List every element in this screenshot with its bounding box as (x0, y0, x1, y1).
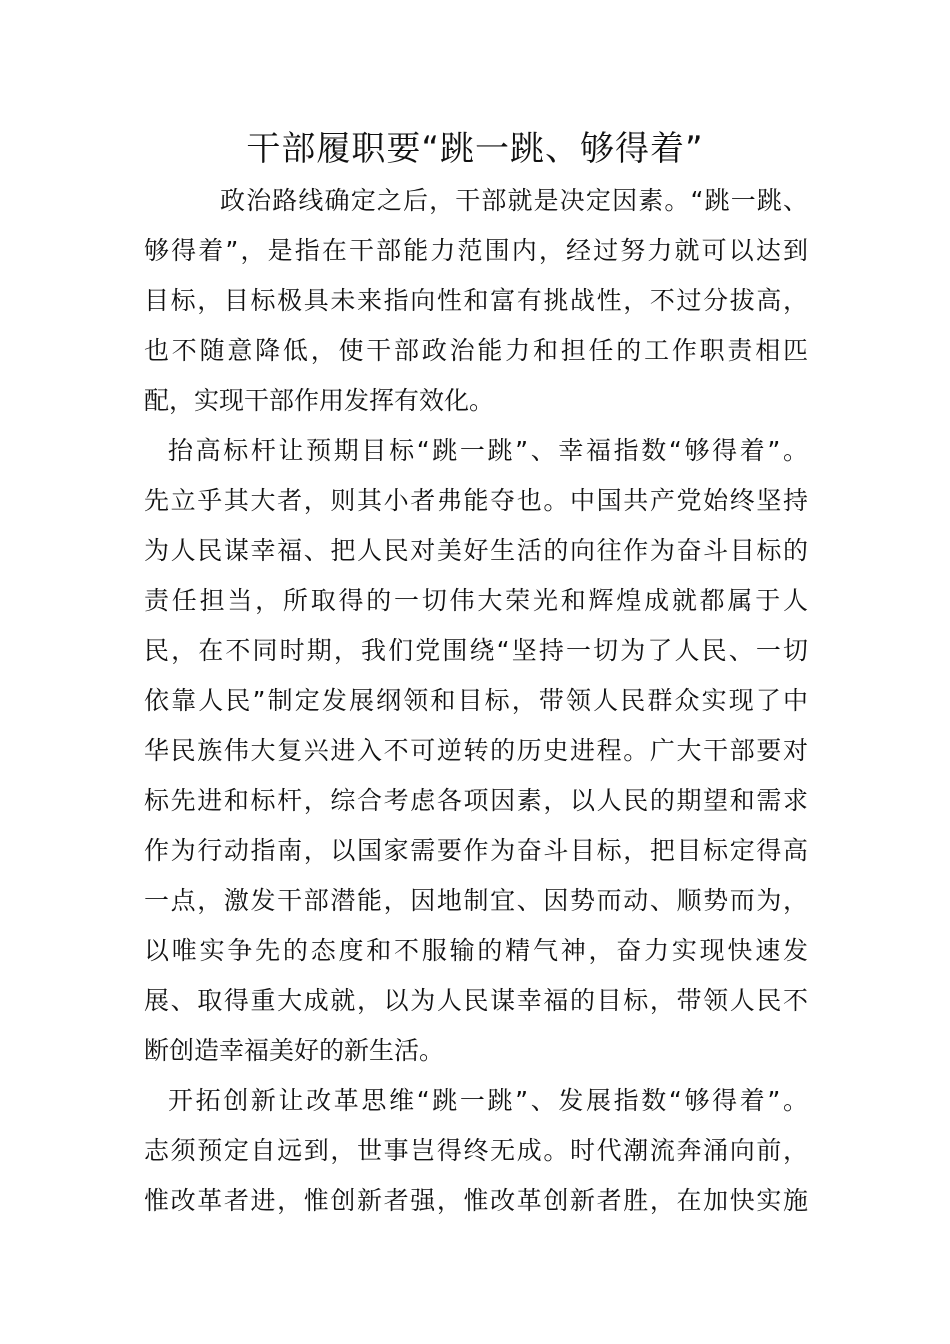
paragraph-2-line-11: 以唯实争先的态度和不服输的精气神，奋力实现快速发 (144, 936, 808, 965)
paragraph-2-line-7: 华民族伟大复兴进入不可逆转的历史进程。广大干部要对 (144, 736, 808, 765)
paragraph-2-line-6: 依靠人民”制定发展纲领和目标，带领人民群众实现了中 (144, 686, 808, 715)
paragraph-2-line-3: 为人民谋幸福、把人民对美好生活的向往作为奋斗目标的 (144, 536, 808, 565)
paragraph-1-line-2: 够得着”，是指在干部能力范围内，经过努力就可以达到 (144, 236, 808, 265)
document-title: 干部履职要“跳一跳、够得着” (246, 129, 704, 169)
paragraph-3-line-3: 惟改革者进，惟创新者强，惟改革创新者胜，在加快实施 (144, 1186, 808, 1215)
paragraph-2-line-5: 民，在不同时期，我们党围绕“坚持一切为了人民、一切 (144, 636, 808, 665)
paragraph-1-line-4: 也不随意降低，使干部政治能力和担任的工作职责相匹 (144, 336, 808, 365)
paragraph-2-line-12: 展、取得重大成就，以为人民谋幸福的目标，带领人民不 (144, 986, 808, 1015)
paragraph-2-line-2: 先立乎其大者，则其小者弗能夺也。中国共产党始终坚持 (144, 486, 808, 515)
paragraph-2-line-13: 断创造幸福美好的新生活。 (144, 1036, 445, 1065)
paragraph-2-line-10: 一点，激发干部潜能，因地制宜、因势而动、顺势而为， (144, 886, 808, 915)
document-body (144, 176, 808, 1226)
paragraph-1-line-5: 配，实现干部作用发挥有效化。 (144, 386, 495, 415)
paragraph-1-line-1: 政治路线确定之后，干部就是决定因素。“跳一跳、 (220, 186, 808, 215)
paragraph-1-line-3: 目标，目标极具未来指向性和富有挑战性，不过分拔高， (144, 286, 808, 315)
paragraph-2-line-4: 责任担当，所取得的一切伟大荣光和辉煌成就都属于人 (144, 586, 808, 615)
paragraph-3-line-2: 志须预定自远到，世事岂得终无成。时代潮流奔涌向前， (144, 1136, 808, 1165)
paragraph-2-line-1: 抬高标杆让预期目标“跳一跳”、幸福指数“够得着”。 (168, 436, 808, 465)
paragraph-2-line-8: 标先进和标杆，综合考虑各项因素，以人民的期望和需求 (144, 786, 808, 815)
paragraph-3-line-1: 开拓创新让改革思维“跳一跳”、发展指数“够得着”。 (168, 1086, 808, 1115)
paragraph-2-line-9: 作为行动指南，以国家需要作为奋斗目标，把目标定得高 (144, 836, 808, 865)
